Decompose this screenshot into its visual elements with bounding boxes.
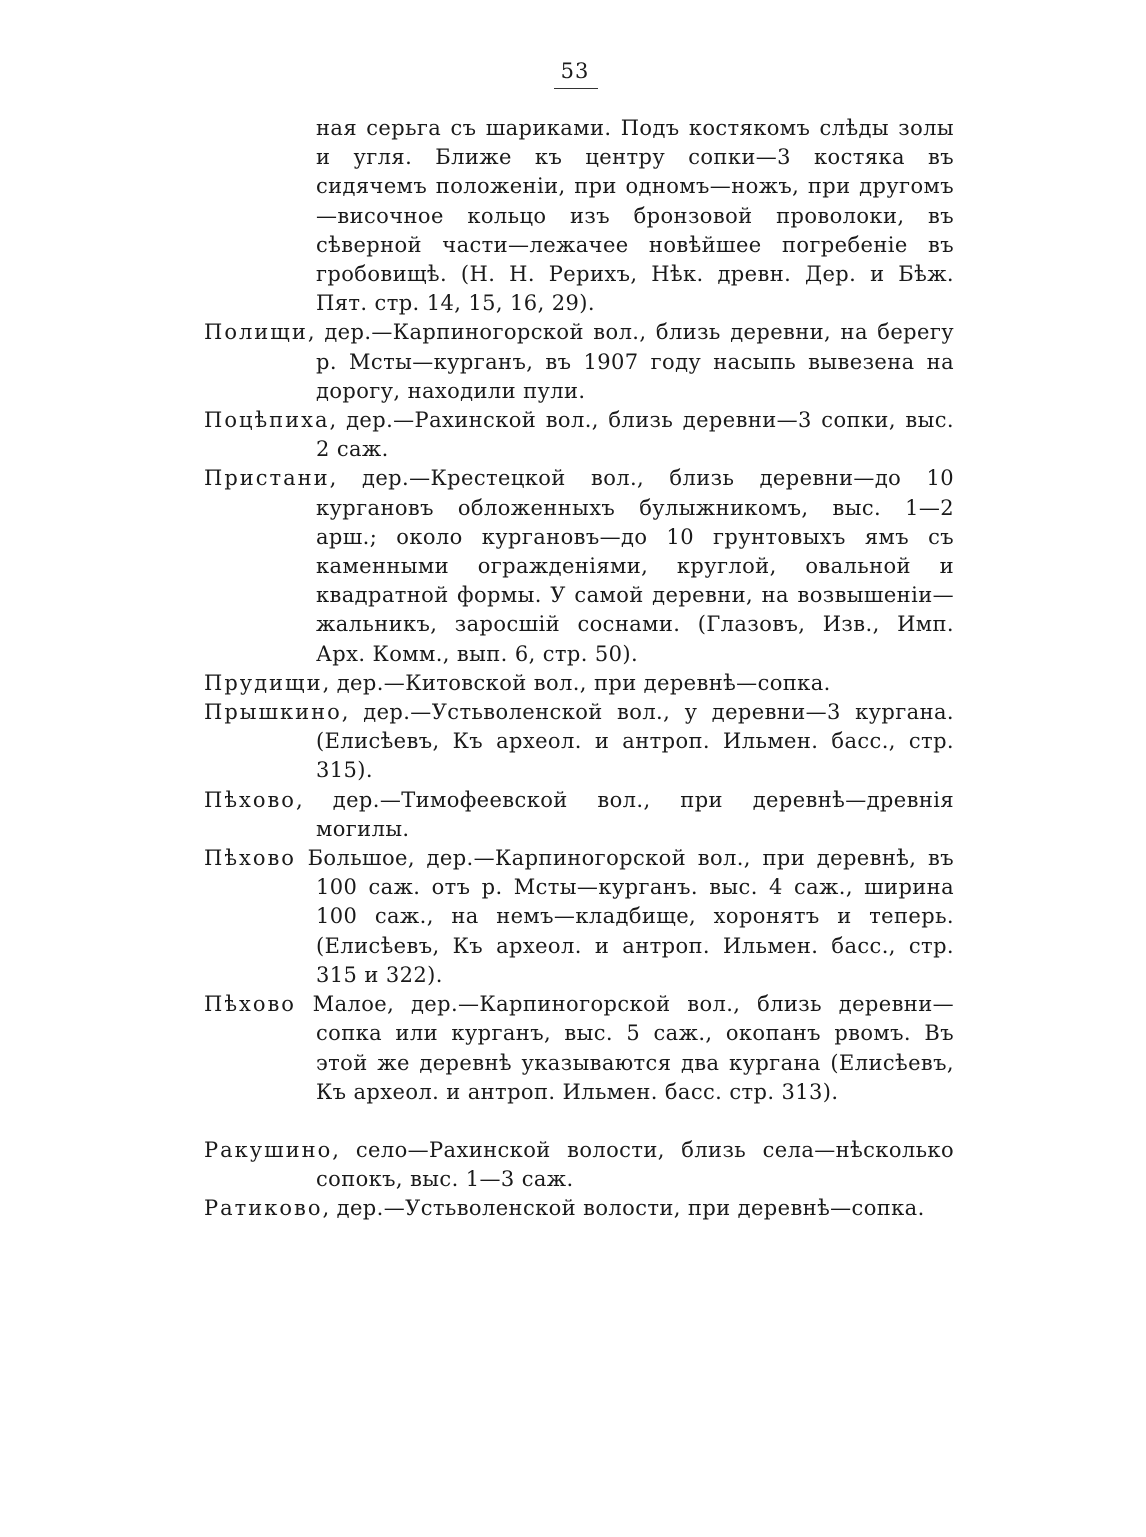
entry-headword: Полищи: [204, 320, 308, 345]
entry-text: , село—Рахинской волости, близь села—нѣсколько сопокъ, выс. 1—3 саж.: [316, 1137, 954, 1192]
page-number-rule: [554, 88, 598, 89]
entry-pekhovo: [204, 786, 954, 844]
entry-headword: Прышкино: [204, 700, 342, 725]
gazetteer-column: [204, 114, 954, 1224]
entry-pekhovo-maloe: [204, 990, 954, 1107]
entry-headword: Прудищи: [204, 670, 323, 695]
entry-text: , дер.—Крестецкой вол., близь деревни—до 10 кургановъ обложенныхъ булыжникомъ, выс. 1—2 арш.; около кургановъ—до 10 грунтовыхъ ямъ съ каменными огражденiями, круглой, овальной и квадратной формы. У самой деревни, на возвышенiи—жальникъ, заросшiй соснами. (Глазовъ, Изв., Имп. Арх. Комм., вып. 6, стр. 50).: [316, 466, 954, 666]
entry-pryshkino: [204, 698, 954, 786]
entry-polishchi: [204, 318, 954, 406]
entry-pekhovo-bolshoe: [204, 844, 954, 990]
entry-potsepikha: [204, 406, 954, 464]
entry-headword: Ракушино: [204, 1137, 333, 1162]
entry-headword: Ратиково: [204, 1196, 323, 1221]
entry-headword: Пѣхово: [204, 787, 296, 812]
entry-headword: Поцѣпиха: [204, 408, 330, 433]
entry-text: ная серьга съ шариками. Подъ костякомъ слѣды золы и угля. Ближе къ центру сопки—3 костяка въ сидячемъ положенiи, при одномъ—ножъ, при другомъ—височное кольцо изъ бронзовой проволоки, въ сѣверной части—лежачее новѣйшее погребенiе въ гробовищѣ. (Н. Н. Рерихъ, Нѣк. древн. Дер. и Бѣж. Пят. стр. 14, 15, 16, 29).: [316, 116, 954, 316]
entry-text: , дер.—Тимофеевской вол., при деревнѣ—древнiя могилы.: [295, 787, 954, 841]
entry-text: Малое, дер.—Карпиногорской вол., близь деревни—сопка или курганъ, выс. 5 саж., окопанъ рвомъ. Въ этой же деревнѣ указываются два кургана (Елисѣевъ, Къ археол. и антроп. Ильмен. басс. стр. 313).: [295, 992, 954, 1104]
entry-text: Большое, дер.—Карпиногорской вол., при деревнѣ, въ 100 саж. отъ р. Мсты—курганъ. выс. 4 саж., ширина 100 саж., на немъ—кладбище, хоронятъ и теперь. (Елисѣевъ, Къ археол. и антроп. Ильмен. басс., стр. 315 и 322).: [295, 846, 954, 987]
entry-headword: Пѣхово: [204, 992, 296, 1017]
entry-text: , дер.—Китовской вол., при деревнѣ—сопка.: [322, 670, 831, 695]
entry-pristani: [204, 464, 954, 668]
entry-rakushino: [204, 1136, 954, 1194]
page-number: 53: [560, 59, 590, 83]
entry-ratikovo: [204, 1194, 954, 1223]
section-break: [204, 1107, 954, 1136]
entry-headword: Пѣхово: [204, 846, 296, 871]
entry-continued-text: [204, 114, 954, 318]
entry-prudishchi: [204, 669, 954, 698]
entry-text: , дер.—Устьволенской волости, при деревнѣ—сопка.: [322, 1196, 925, 1221]
entry-text: , дер.—Устьволенской вол., у деревни—3 кургана. (Елисѣевъ, Къ археол. и антроп. Ильмен. басс., стр. 315).: [316, 700, 954, 783]
entry-text: , дер.—Рахинской вол., близь деревни—3 сопки, выс. 2 саж.: [316, 408, 954, 462]
entry-headword: Пристани: [204, 466, 330, 491]
entry-text: , дер.—Карпиногорской вол., близь деревни, на берегу р. Мсты—курганъ, въ 1907 году насыпь вывезена на дорогу, находили пули.: [307, 320, 954, 403]
